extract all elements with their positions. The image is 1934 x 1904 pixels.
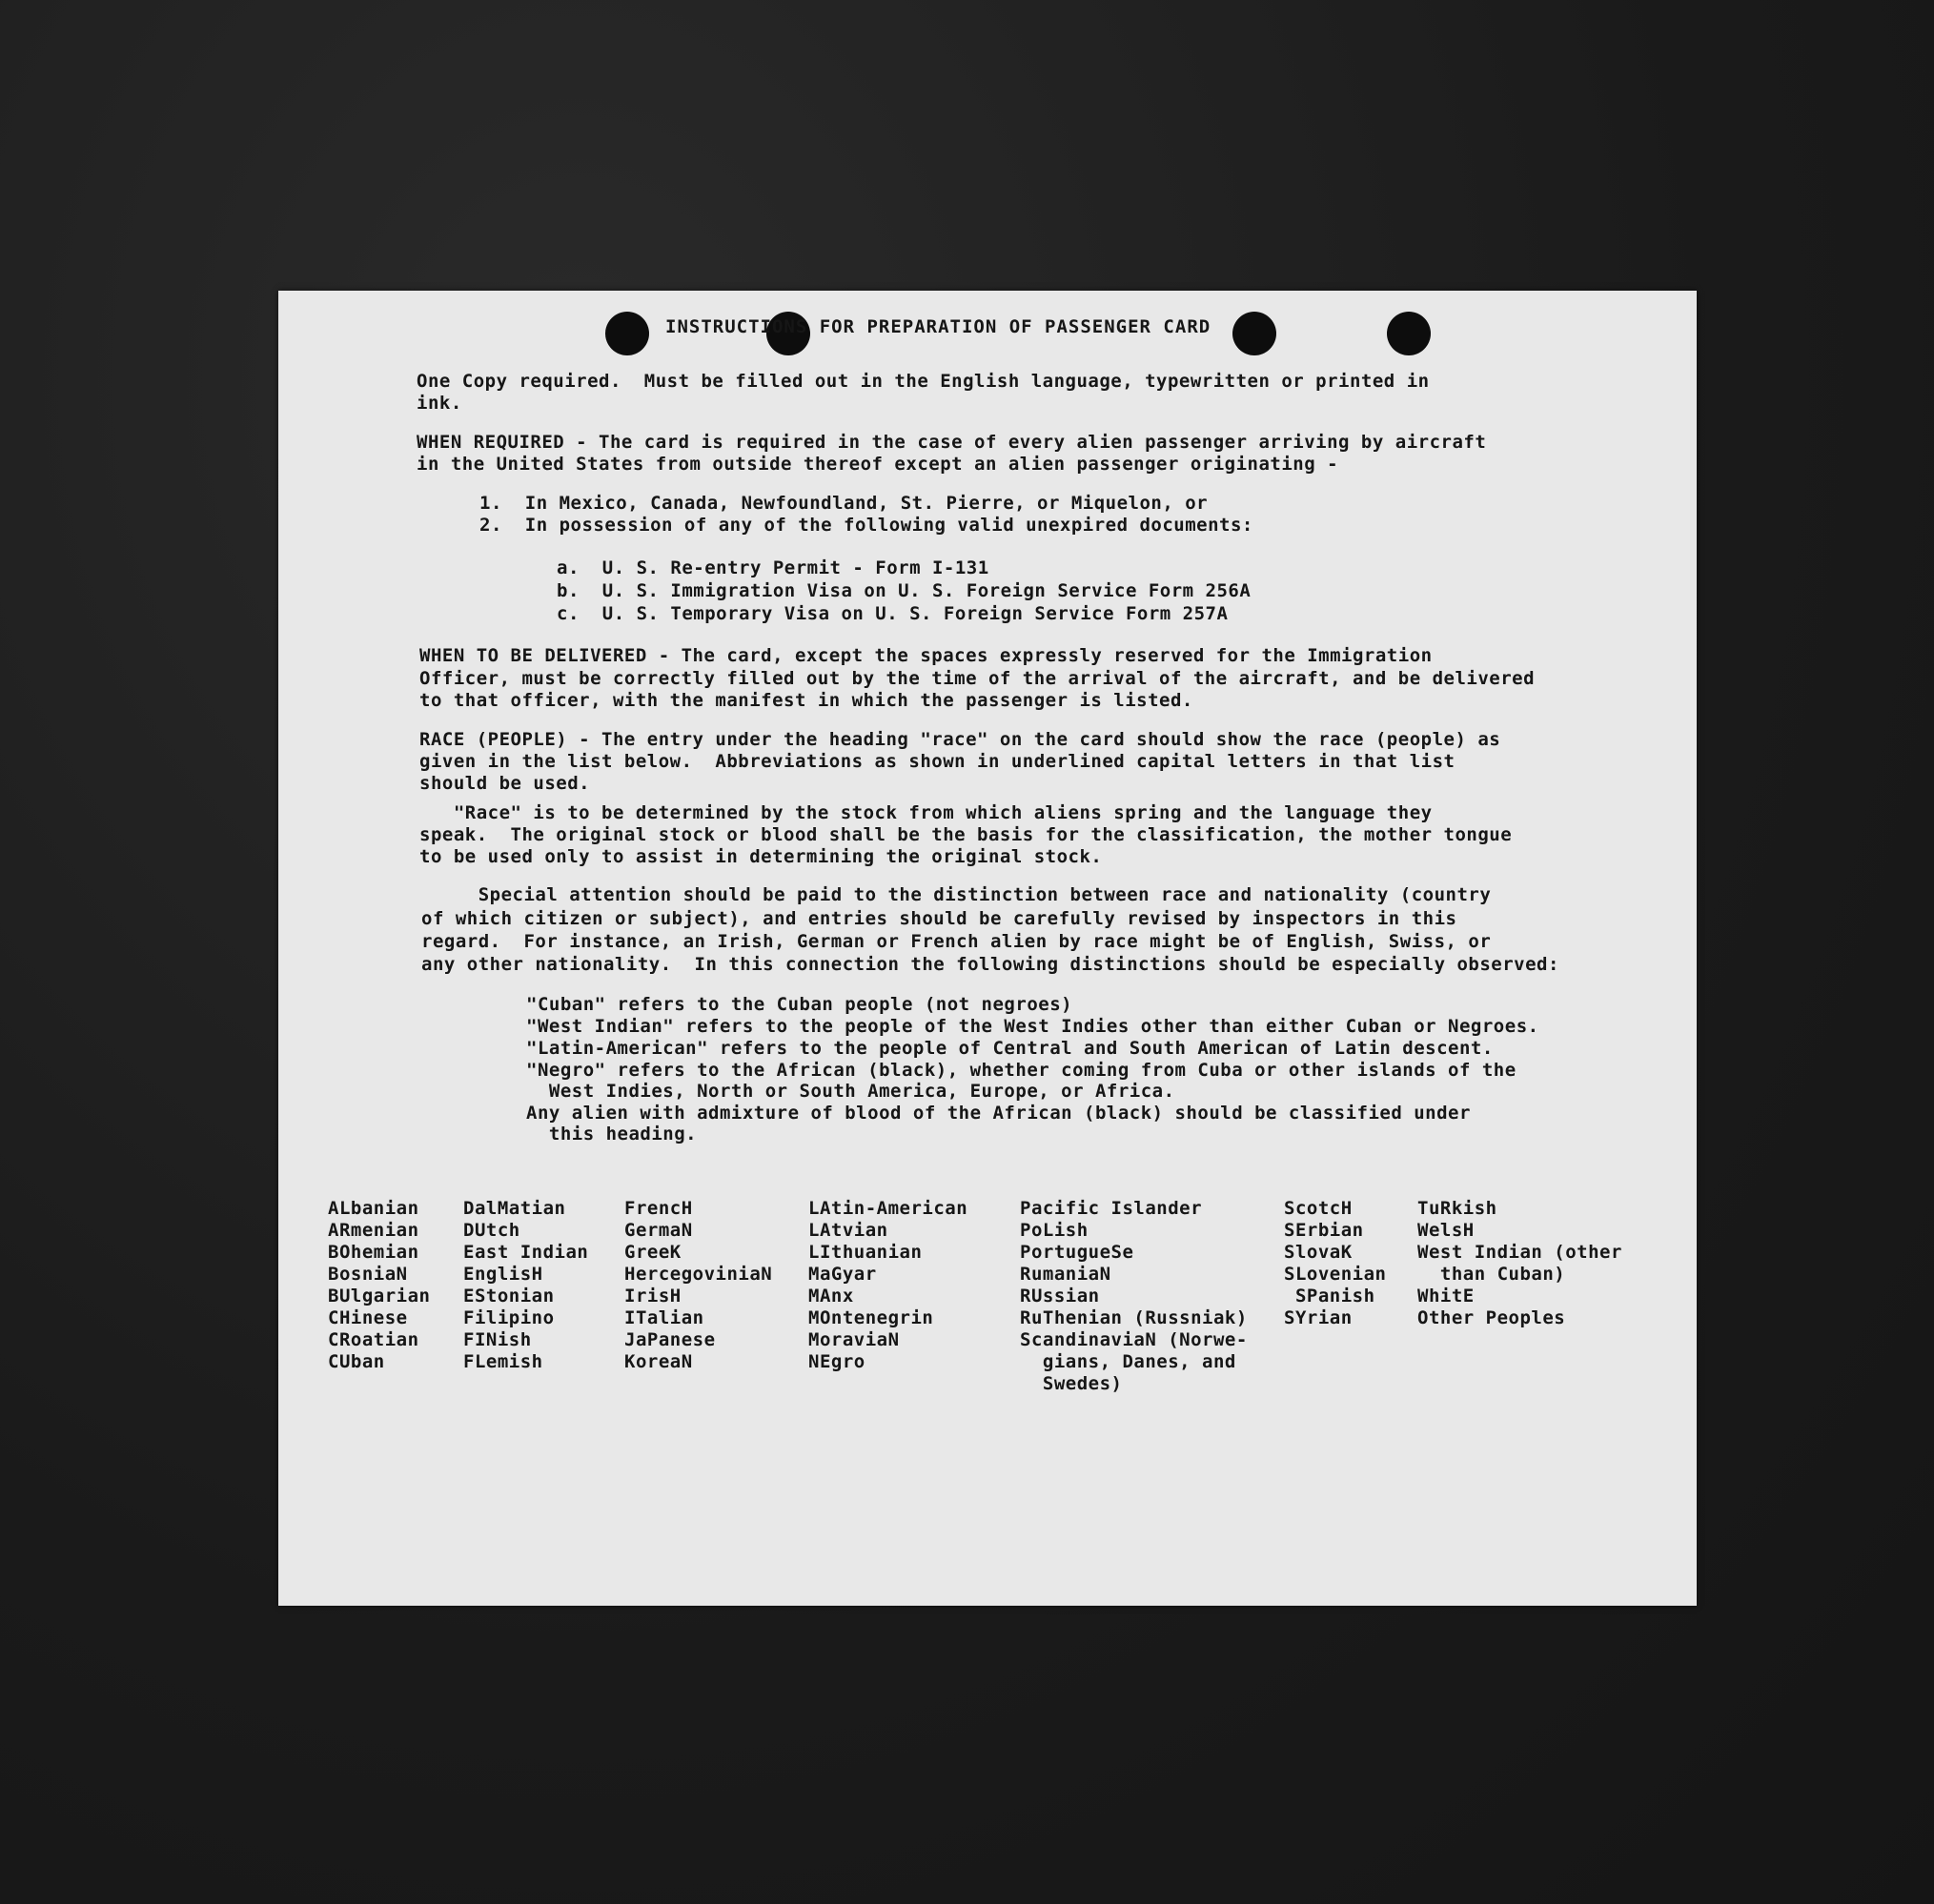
race-entry: MoraviaN [808, 1329, 900, 1350]
race-entry: ALbanian [328, 1198, 419, 1219]
instruction-card [278, 291, 1697, 1606]
when-delivered-line: to that officer, with the manifest in which the passenger is listed. [419, 690, 1193, 711]
race-list-column [463, 1198, 588, 1373]
race-definition-line: speak. The original stock or blood shall be the basis for the classification, the mother tongue [419, 824, 1513, 845]
intro-line: ink. [417, 393, 462, 414]
race-list-column [328, 1198, 430, 1373]
distinction-line: West Indies, North or South America, Europe, or Africa. [526, 1081, 1175, 1102]
race-entry: EStonian [463, 1286, 555, 1306]
when-required-line: WHEN REQUIRED - The card is required in the case of every alien passenger arriving by aircraft [417, 432, 1487, 453]
special-attention-line: regard. For instance, an Irish, German or French alien by race might be of English, Swiss, or [421, 931, 1492, 952]
race-entry: RUssian [1020, 1286, 1100, 1306]
race-entry: WelsH [1417, 1220, 1475, 1241]
race-entry: IrisH [624, 1286, 682, 1306]
race-entry: Pacific Islander [1020, 1198, 1203, 1219]
race-list-column [624, 1198, 772, 1373]
race-entry: NEgro [808, 1351, 865, 1372]
when-delivered-line: WHEN TO BE DELIVERED - The card, except the spaces expressly reserved for the Immigration [419, 645, 1433, 666]
race-entry: East Indian [463, 1242, 589, 1263]
race-entry: MaGyar [808, 1264, 877, 1285]
race-entry: ScandinaviaN (Norwe- [1020, 1329, 1248, 1350]
numbered-item: 2. In possession of any of the following valid unexpired documents: [479, 515, 1253, 536]
race-entry: HercegoviniaN [624, 1264, 773, 1285]
distinction-line: "Negro" refers to the African (black), whether coming from Cuba or other islands of the [526, 1060, 1517, 1081]
punch-hole [605, 312, 649, 355]
race-list-column [1284, 1198, 1386, 1329]
race-entry: JaPanese [624, 1329, 716, 1350]
race-entry: CHinese [328, 1307, 408, 1328]
race-line: should be used. [419, 773, 591, 794]
race-entry: ARmenian [328, 1220, 419, 1241]
race-entry: WhitE [1417, 1286, 1475, 1306]
special-attention-line: of which citizen or subject), and entries should be carefully revised by inspectors in this [421, 908, 1457, 929]
race-entry: Filipino [463, 1307, 555, 1328]
distinction-line: Any alien with admixture of blood of the African (black) should be classified under [526, 1103, 1471, 1124]
race-entry: GermaN [624, 1220, 693, 1241]
race-entry: BUlgarian [328, 1286, 431, 1306]
race-entry: MAnx [808, 1286, 854, 1306]
race-entry: TuRkish [1417, 1198, 1497, 1219]
race-entry: SPanish [1284, 1286, 1375, 1306]
document-item: a. U. S. Re-entry Permit - Form I-131 [557, 557, 989, 578]
race-entry: PoLish [1020, 1220, 1089, 1241]
race-entry: ITalian [624, 1307, 704, 1328]
punch-hole [1232, 312, 1276, 355]
race-entry: SYrian [1284, 1307, 1353, 1328]
race-entry: Other Peoples [1417, 1307, 1566, 1328]
race-definition-line: to be used only to assist in determining the original stock. [419, 846, 1103, 867]
race-entry: SErbian [1284, 1220, 1364, 1241]
race-line: RACE (PEOPLE) - The entry under the heading "race" on the card should show the race (people) as [419, 729, 1501, 750]
race-definition-line: "Race" is to be determined by the stock from which aliens spring and the language they [419, 802, 1433, 823]
race-entry: LIthuanian [808, 1242, 923, 1263]
race-entry: CUban [328, 1351, 385, 1372]
race-entry: PortugueSe [1020, 1242, 1134, 1263]
punch-hole [1387, 312, 1431, 355]
race-entry: FrencH [624, 1198, 693, 1219]
race-entry: MOntenegrin [808, 1307, 934, 1328]
race-entry: EnglisH [463, 1264, 543, 1285]
race-line: given in the list below. Abbreviations as shown in underlined capital letters in that list [419, 751, 1456, 772]
race-list-column [1020, 1198, 1248, 1395]
race-list-column [1417, 1198, 1622, 1329]
race-entry: West Indian (other [1417, 1242, 1622, 1263]
distinction-line: this heading. [526, 1124, 698, 1144]
intro-line: One Copy required. Must be filled out in the English language, typewritten or printed in [417, 371, 1430, 392]
race-entry: Swedes) [1020, 1373, 1123, 1394]
race-entry: FINish [463, 1329, 532, 1350]
race-entry: DUtch [463, 1220, 520, 1241]
race-entry: CRoatian [328, 1329, 419, 1350]
race-entry: BOhemian [328, 1242, 419, 1263]
race-entry: than Cuban) [1417, 1264, 1566, 1285]
race-entry: DalMatian [463, 1198, 566, 1219]
document-item: c. U. S. Temporary Visa on U. S. Foreign Service Form 257A [557, 603, 1229, 624]
race-entry: LAtvian [808, 1220, 888, 1241]
distinction-line: "Cuban" refers to the Cuban people (not negroes) [526, 994, 1073, 1015]
race-entry: RuThenian (Russniak) [1020, 1307, 1248, 1328]
race-entry: GreeK [624, 1242, 682, 1263]
race-entry: FLemish [463, 1351, 543, 1372]
distinction-line: "West Indian" refers to the people of the West Indies other than either Cuban or Negroes. [526, 1016, 1539, 1037]
when-required-line: in the United States from outside thereof except an alien passenger originating - [417, 454, 1339, 475]
race-entry: SLovenian [1284, 1264, 1387, 1285]
card-title: INSTRUCTIONS FOR PREPARATION OF PASSENGER CARD [665, 316, 1211, 337]
race-entry: KoreaN [624, 1351, 693, 1372]
race-entry: RumaniaN [1020, 1264, 1111, 1285]
race-entry: BosniaN [328, 1264, 408, 1285]
document-item: b. U. S. Immigration Visa on U. S. Foreign Service Form 256A [557, 580, 1252, 601]
when-delivered-line: Officer, must be correctly filled out by the time of the arrival of the aircraft, and be delivered [419, 668, 1536, 689]
distinction-line: "Latin-American" refers to the people of Central and South American of Latin descent. [526, 1038, 1494, 1059]
special-attention-line: any other nationality. In this connection the following distinctions should be especially observed: [421, 954, 1559, 975]
race-entry: LAtin-American [808, 1198, 968, 1219]
race-entry: ScotcH [1284, 1198, 1353, 1219]
race-list-column [808, 1198, 967, 1373]
numbered-item: 1. In Mexico, Canada, Newfoundland, St. Pierre, or Miquelon, or [479, 493, 1209, 514]
race-entry: SlovaK [1284, 1242, 1353, 1263]
race-entry: gians, Danes, and [1020, 1351, 1236, 1372]
special-attention-line: Special attention should be paid to the distinction between race and nationality (country [421, 884, 1492, 905]
